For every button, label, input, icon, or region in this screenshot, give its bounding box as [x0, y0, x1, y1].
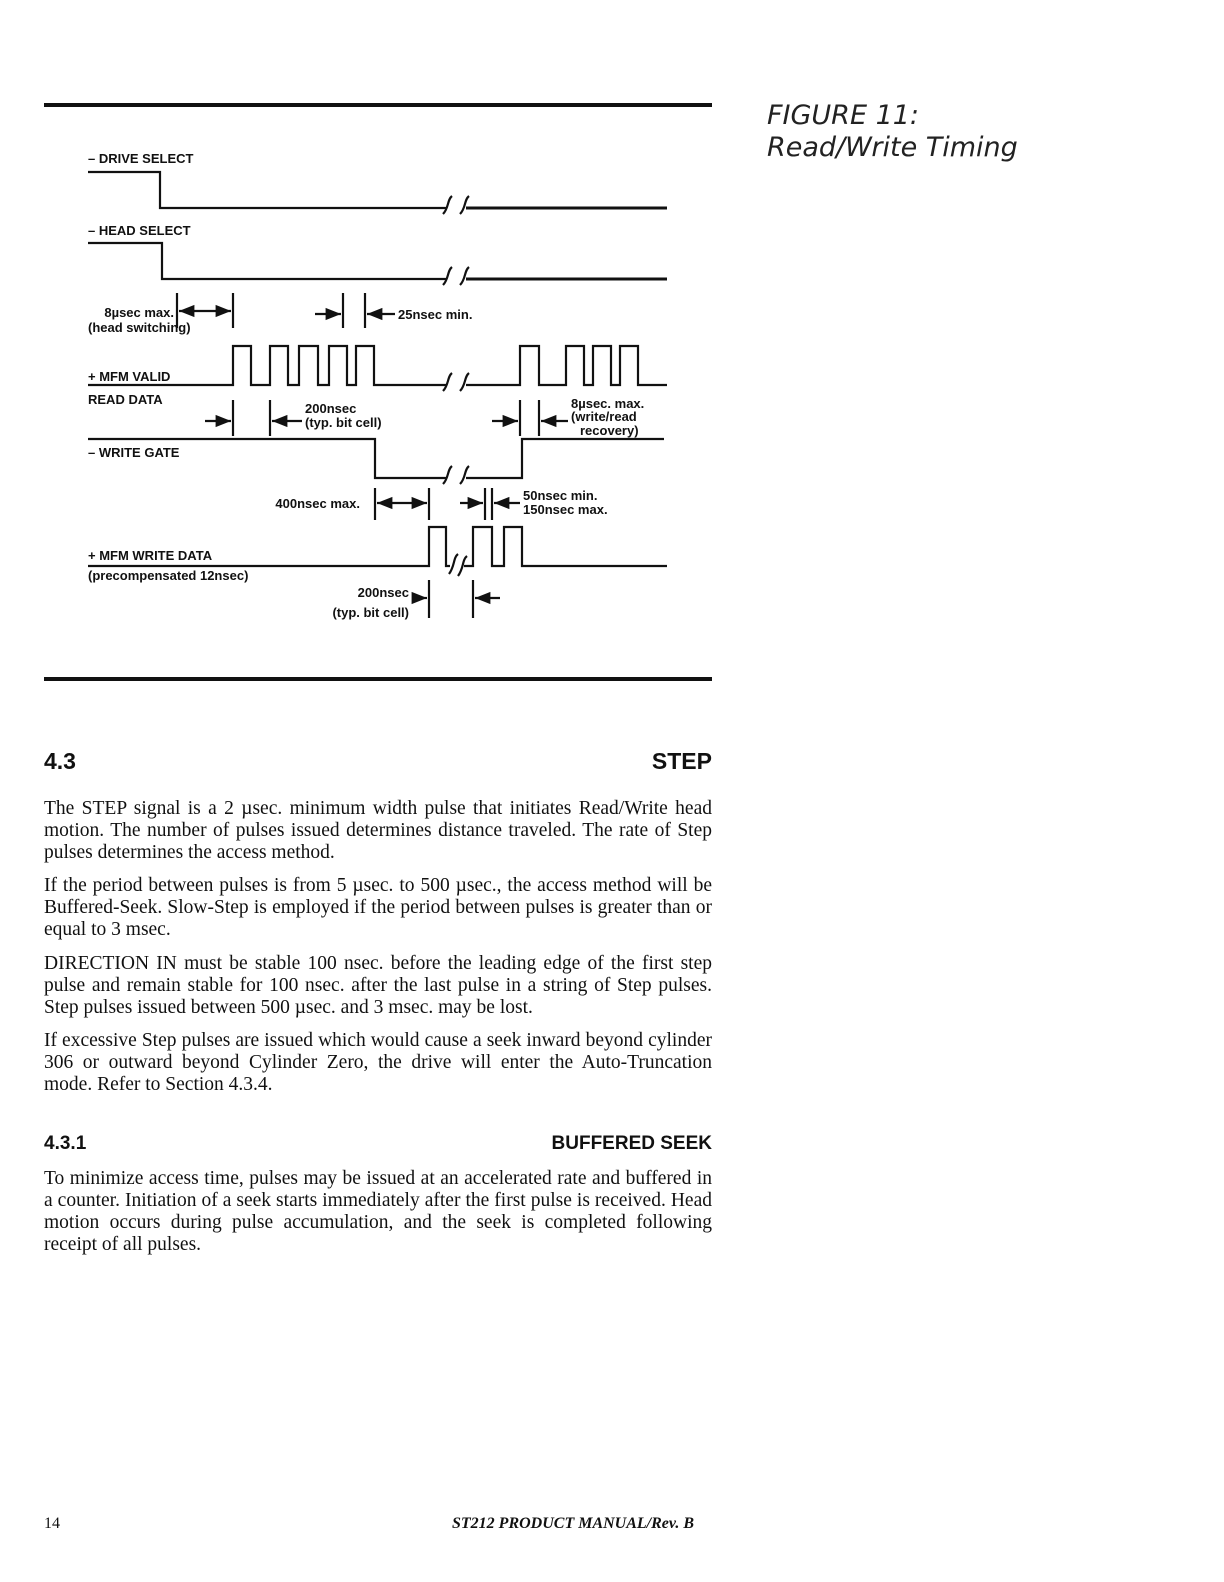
section-4-3-number: 4.3 [44, 748, 76, 774]
read-bitcell-label: 200nsec [305, 401, 357, 416]
figure-caption-number: FIGURE 11: [767, 100, 920, 131]
head-select-label: – HEAD SELECT [88, 223, 191, 238]
mfm-valid-label: + MFM VALID [88, 369, 171, 384]
write-gate-break [443, 466, 469, 484]
max-150-label: 150nsec max. [523, 502, 608, 517]
read-typ-bitcell-label: (typ. bit cell) [305, 415, 382, 430]
recovery-max-label: 8µsec. max. [571, 396, 645, 411]
page-number: 14 [44, 1515, 60, 1532]
figure-caption [767, 100, 1018, 164]
min-50-label: 50nsec min. [523, 488, 598, 503]
section-4-3-title: STEP [651, 748, 712, 774]
recovery-label: recovery) [580, 423, 639, 438]
drive-select-break [443, 196, 469, 214]
section-4-3-1-number: 4.3.1 [44, 1133, 87, 1154]
write-read-label: (write/read [571, 409, 637, 424]
mfm-write-waveform-2 [464, 527, 667, 566]
write-typ-bitcell-label: (typ. bit cell) [332, 605, 409, 620]
step-paragraph-2: If the period between pulses is from 5 µsec. to 500 µsec., the access method will be Buffered-Seek. Slow-Step is employed if the period between pulses is greater than or equal to 3 msec. [44, 875, 712, 940]
step-paragraph-3: DIRECTION IN must be stable 100 nsec. before the leading edge of the first step pulse and remain stable for 100 nsec. after the last pulse in a string of Step pulses. Step pulses issued between 500 µsec. and 3 msec. may be lost. [44, 953, 712, 1018]
head-select-waveform [88, 243, 446, 279]
max-400-label: 400nsec max. [275, 496, 360, 511]
section-4-3-1-title: BUFFERED SEEK [551, 1133, 712, 1154]
write-gate-waveform-2 [466, 439, 664, 478]
buffered-seek-paragraph: To minimize access time, pulses may be issued at an accelerated rate and buffered in a counter. Initiation of a seek starts immediately after the first pulse is received. Head motion occurs during pulse accumulation, and the seek is completed following receipt of all pulses. [44, 1168, 712, 1255]
step-paragraph-1: The STEP signal is a 2 µsec. minimum width pulse that initiates Read/Write head motion. The number of pulses issued determines distance traveled. The rate of Step pulses determines the access method. [44, 798, 712, 863]
min-25-label: 25nsec min. [398, 307, 473, 322]
write-bitcell-label: 200nsec [357, 585, 409, 600]
drive-select-label: – DRIVE SELECT [88, 151, 194, 166]
mfm-read-break [443, 373, 469, 391]
step-paragraph-4: If excessive Step pulses are issued which would cause a seek inward beyond cylinder 306 or outward beyond Cylinder Zero, the drive will enter the Auto-Truncation mode. Refer to Section 4.3.4. [44, 1030, 712, 1095]
footer-manual-title: ST212 PRODUCT MANUAL/Rev. B [452, 1515, 695, 1532]
drive-select-waveform [88, 172, 446, 208]
head-switch-max-label: 8µsec max. [104, 305, 174, 320]
mfm-write-data-label: + MFM WRITE DATA [88, 548, 213, 563]
timing-diagram [0, 0, 720, 660]
mfm-read-waveform-2 [466, 346, 667, 385]
head-select-break [443, 267, 469, 285]
precomp-label: (precompensated 12nsec) [88, 568, 249, 583]
figure-bottom-rule [44, 677, 712, 681]
read-data-label: READ DATA [88, 392, 163, 407]
write-gate-label: – WRITE GATE [88, 445, 180, 460]
figure-caption-title: Read/Write Timing [767, 132, 1018, 163]
head-switching-label: (head switching) [88, 320, 191, 335]
